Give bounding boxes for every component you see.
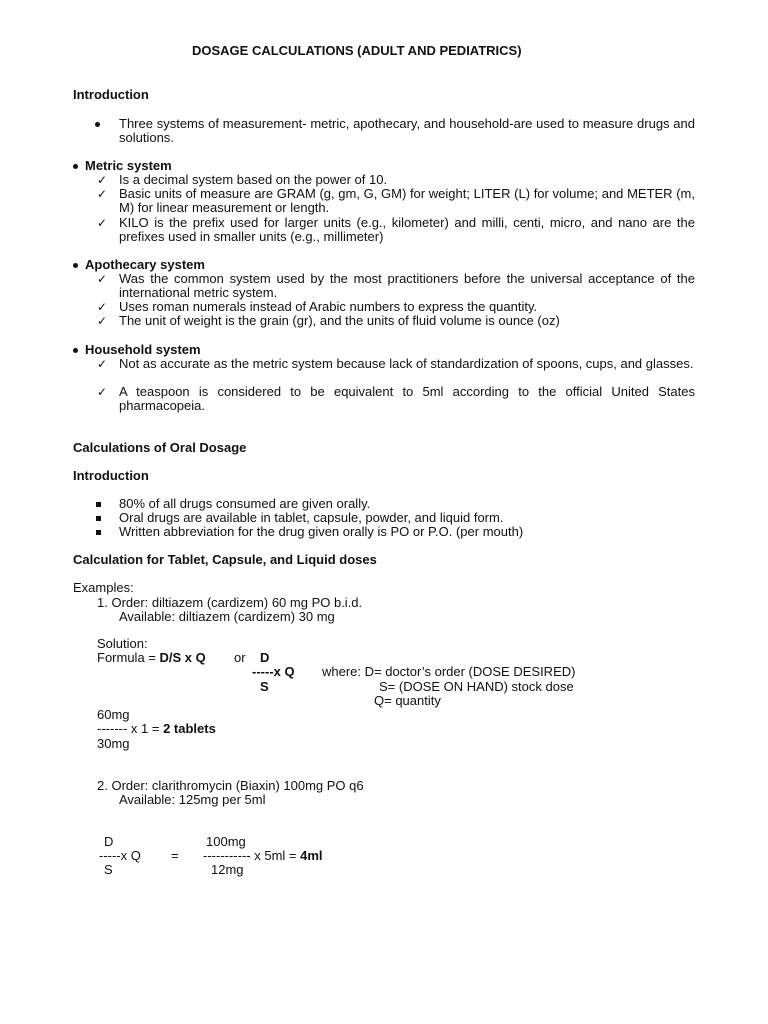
formula-fraction-line: -----x Q (252, 664, 295, 679)
work-result: 2 tablets (163, 721, 216, 736)
formula-where: where: D= doctor’s order (DOSE DESIRED) (322, 664, 576, 679)
check-icon: ✓ (97, 300, 108, 314)
square-bullet-icon (96, 530, 101, 535)
square-bullet-icon (96, 502, 101, 507)
example2-equals: = (171, 848, 179, 863)
oral-item: 80% of all drugs consumed are given orally. (119, 496, 371, 511)
formula-line (97, 651, 206, 665)
solution-label: Solution: (97, 636, 148, 651)
intro-heading: Introduction (73, 87, 149, 102)
formula-expression: D/S x Q (159, 650, 206, 665)
example2-result: 4ml (300, 848, 323, 863)
formula-q-definition: Q= quantity (374, 693, 441, 708)
formula-prefix: Formula = (97, 650, 160, 665)
check-icon: ✓ (97, 272, 108, 286)
work-denominator: 30mg (97, 736, 130, 751)
oral-subheading: Introduction (73, 468, 149, 483)
work-line (97, 722, 216, 736)
check-icon: ✓ (97, 173, 108, 187)
formula-d: D (260, 650, 270, 665)
example1-available: Available: diltiazem (cardizem) 30 mg (119, 609, 335, 624)
oral-item: Written abbreviation for the drug given orally is PO or P.O. (per mouth) (119, 524, 524, 539)
example2-order: 2. Order: clarithromycin (Biaxin) 100mg PO q6 (97, 778, 364, 793)
example2-d: D (104, 834, 114, 849)
metric-item: Is a decimal system based on the power of 10. (119, 172, 388, 187)
examples-label: Examples: (73, 580, 134, 595)
page-title: DOSAGE CALCULATIONS (ADULT AND PEDIATRICS) (192, 43, 522, 58)
metric-item: KILO is the prefix used for larger units (e.g., kilometer) and milli, centi, micro, and nano are the prefixes used in smaller units (e.g., millimeter) (119, 215, 695, 244)
check-icon: ✓ (97, 385, 108, 399)
formula-s-definition: S= (DOSE ON HAND) stock dose (379, 679, 574, 694)
check-icon: ✓ (97, 314, 108, 328)
example2-line-prefix: ----------- x 5ml = (203, 848, 301, 863)
bullet-icon (73, 164, 78, 169)
example2-numerator: 100mg (206, 834, 246, 849)
household-item: Not as accurate as the metric system because lack of standardization of spoons, cups, and glasses. (119, 356, 694, 371)
example2-work-line (203, 849, 323, 863)
household-item: A teaspoon is considered to be equivalent to 5ml according to the official United States pharmacopeia. (119, 384, 695, 413)
check-icon: ✓ (97, 216, 108, 230)
oral-heading: Calculations of Oral Dosage (73, 440, 247, 455)
formula-or: or (234, 650, 246, 665)
metric-heading: Metric system (85, 158, 172, 173)
bullet-icon (73, 263, 78, 268)
intro-bullet-text: Three systems of measurement- metric, apothecary, and household-are used to measure drugs and solutions. (119, 116, 695, 145)
apothecary-item: Uses roman numerals instead of Arabic numbers to express the quantity. (119, 299, 538, 314)
bullet-icon (73, 348, 78, 353)
metric-item: Basic units of measure are GRAM (g, gm, G, GM) for weight; LITER (L) for volume; and METER (m, M) for linear measurement or length. (119, 186, 695, 215)
household-heading: Household system (85, 342, 201, 357)
work-numerator: 60mg (97, 707, 130, 722)
bullet-icon (95, 122, 100, 127)
example1-order: 1. Order: diltiazem (cardizem) 60 mg PO b.i.d. (97, 595, 363, 610)
oral-item: Oral drugs are available in tablet, capsule, powder, and liquid form. (119, 510, 504, 525)
apothecary-item: The unit of weight is the grain (gr), and the units of fluid volume is ounce (oz) (119, 313, 560, 328)
example2-denominator: 12mg (211, 862, 244, 877)
work-line-prefix: ------- x 1 = (97, 721, 164, 736)
apothecary-item: Was the common system used by the most practitioners before the universal acceptance of the international metric system. (119, 271, 695, 300)
check-icon: ✓ (97, 357, 108, 371)
example2-s: S (104, 862, 113, 877)
apothecary-heading: Apothecary system (85, 257, 205, 272)
calc-heading: Calculation for Tablet, Capsule, and Liquid doses (73, 552, 377, 567)
square-bullet-icon (96, 516, 101, 521)
example2-fraction-line: -----x Q (99, 848, 141, 863)
example2-available: Available: 125mg per 5ml (119, 792, 266, 807)
check-icon: ✓ (97, 187, 108, 201)
formula-s: S (260, 679, 269, 694)
